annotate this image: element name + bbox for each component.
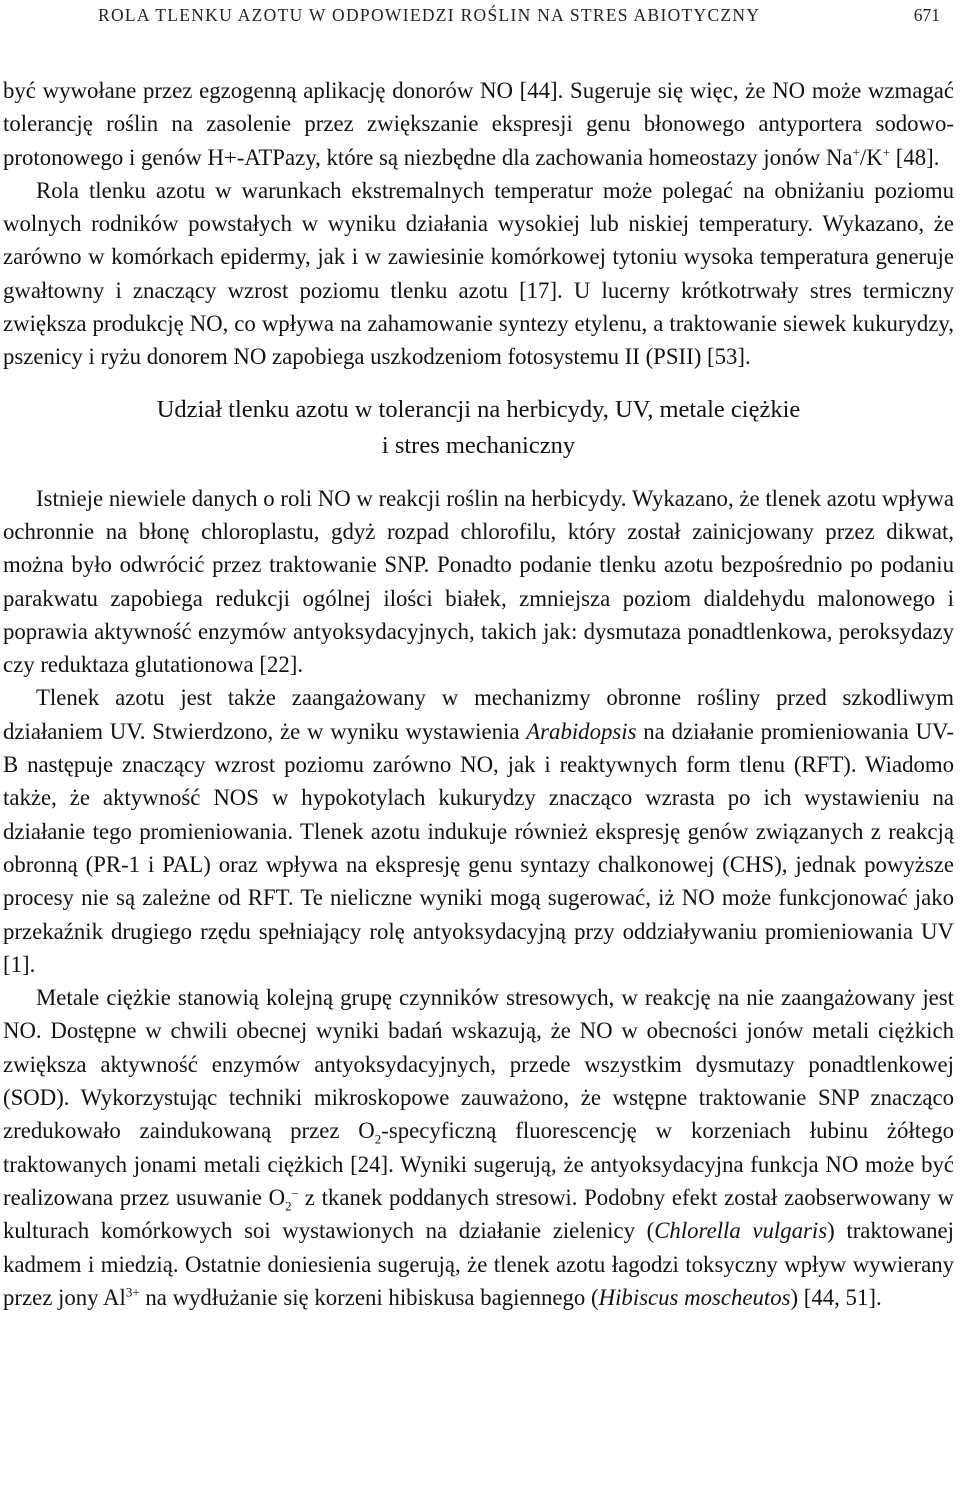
paragraph-salinity: być wywołane przez egzogenną aplikację donorów NO [44]. Sugeruje się więc, że NO może wzmagać tolerancję roślin na zasolenie przez zwiększanie ekspresji genu błonowego antyportera sodowo-protonowego i genów H+-ATPazy, które są niezbędne dla zachowania homeostazy jonów Na+/K+ [48]. xyxy=(3,78,954,170)
paragraph-uv: Tlenek azotu jest także zaangażowany w mechanizmy obronne rośliny przed szkodliwym działaniem UV. Stwierdzono, że w wyniku wystawienia Arabidopsis na działanie promieniowania UV-B następuje znaczący wzrost poziomu zarówno NO, jak i reaktywnych form tlenu (RFT). Wiadomo także, że aktywność NOS w hypokotylach kukurydzy znacząco wzrasta po ich wystawieniu na działanie tego promieniowania. Tlenek azotu indukuje również ekspresję genów związanych z reakcją obronną (PR-1 i PAL) oraz wpływa na ekspresję genu syntazy chalkonowej (CHS), jednak powyższe procesy nie są zależne od RFT. Te nieliczne wyniki mogą sugerować, iż NO może funkcjonować jako przekaźnik drugiego rzędu spełniający rolę antyoksydacyjną przy oddziaływaniu promieniowania UV [1]. xyxy=(3,685,954,977)
paragraph-temperature: Rola tlenku azotu w warunkach ekstremalnych temperatur może polegać na obniżaniu poziomu wolnych rodników powstałych w wyniku działania wysokiej lub niskiej temperatury. Wykazano, że zarówno w komórkach epidermy, jak i w zawiesinie komórkowej tytoniu wysoka temperatura generuje gwałtowny i znaczący wzrost poziomu tlenku azotu [17]. U lucerny krótkotrwały stres termiczny zwiększa produkcję NO, co wpływa na zahamowanie syntezy etylenu, a traktowanie siewek kukurydzy, pszenicy i ryżu donorem NO zapobiega uszkodzeniom fotosystemu II (PSII) [53]. xyxy=(3,177,954,370)
page-number: 671 xyxy=(913,5,940,25)
paragraph-herbicides: Istnieje niewiele danych o roli NO w reakcji roślin na herbicydy. Wykazano, że tlenek azotu wpływa ochronnie na błonę chloroplastu, gdyż rozpad chlorofilu, który został zainicjowany przez dikwat, można było odwrócić przez traktowanie SNP. Ponadto podanie tlenku azotu bezpośrednio po podaniu parakwatu zapobiega redukcji ogólnej ilości białek, zmniejsza poziom dialdehydu malonowego i poprawia aktywność enzymów antyoksydacyjnych, takich jak: dysmutaza ponadtlenkowa, peroksydazy czy reduktaza glutationowa [22]. xyxy=(3,485,954,678)
running-title: ROLA TLENKU AZOTU W ODPOWIEDZI ROŚLIN NA STRES ABIOTYCZNY xyxy=(98,5,761,25)
running-header xyxy=(0,5,960,29)
paragraph-heavy-metals: Metale ciężkie stanowią kolejną grupę czynników stresowych, w reakcję na nie zaangażowany jest NO. Dostępne w chwili obecnej wyniki badań wskazują, że NO w obecności jonów metali ciężkich zwiększa aktywność enzymów antyoksydacyjnych, przede wszystkim dysmutazy ponadtlenkowej (SOD). Wykorzystując techniki mikroskopowe zauważono, że wstępne traktowanie SNP znacząco zredukowało zaindukowaną przez $O_2$-specyficzną fluorescencję w korzeniach łubinu żółtego traktowanych jonami metali ciężkich [24]. Wyniki sugerują, że antyoksydacyjna funkcja NO może być realizowana przez usuwanie $O_2^-$ z tkanek poddanych stresowi. Podobny efekt został zaobserwowany w kulturach komórkowych soi wystawionych na działanie zielenicy (Chlorella vulgaris) traktowanej kadmem i miedzią. Ostatnie doniesienia sugerują, że tlenek azotu łagodzi toksyczny wpływ wywierany przez jony $Al^{3+}$ na wydłużanie się korzeni hibiskusa bagiennego (Hibiscus moscheutos) [44, 51]. xyxy=(3,985,954,1310)
article-body xyxy=(3,74,954,1314)
section-heading: Udział tlenku azotu w tolerancji na herbicydy, UV, metale ciężkie i stres mechaniczny xyxy=(156,395,801,459)
